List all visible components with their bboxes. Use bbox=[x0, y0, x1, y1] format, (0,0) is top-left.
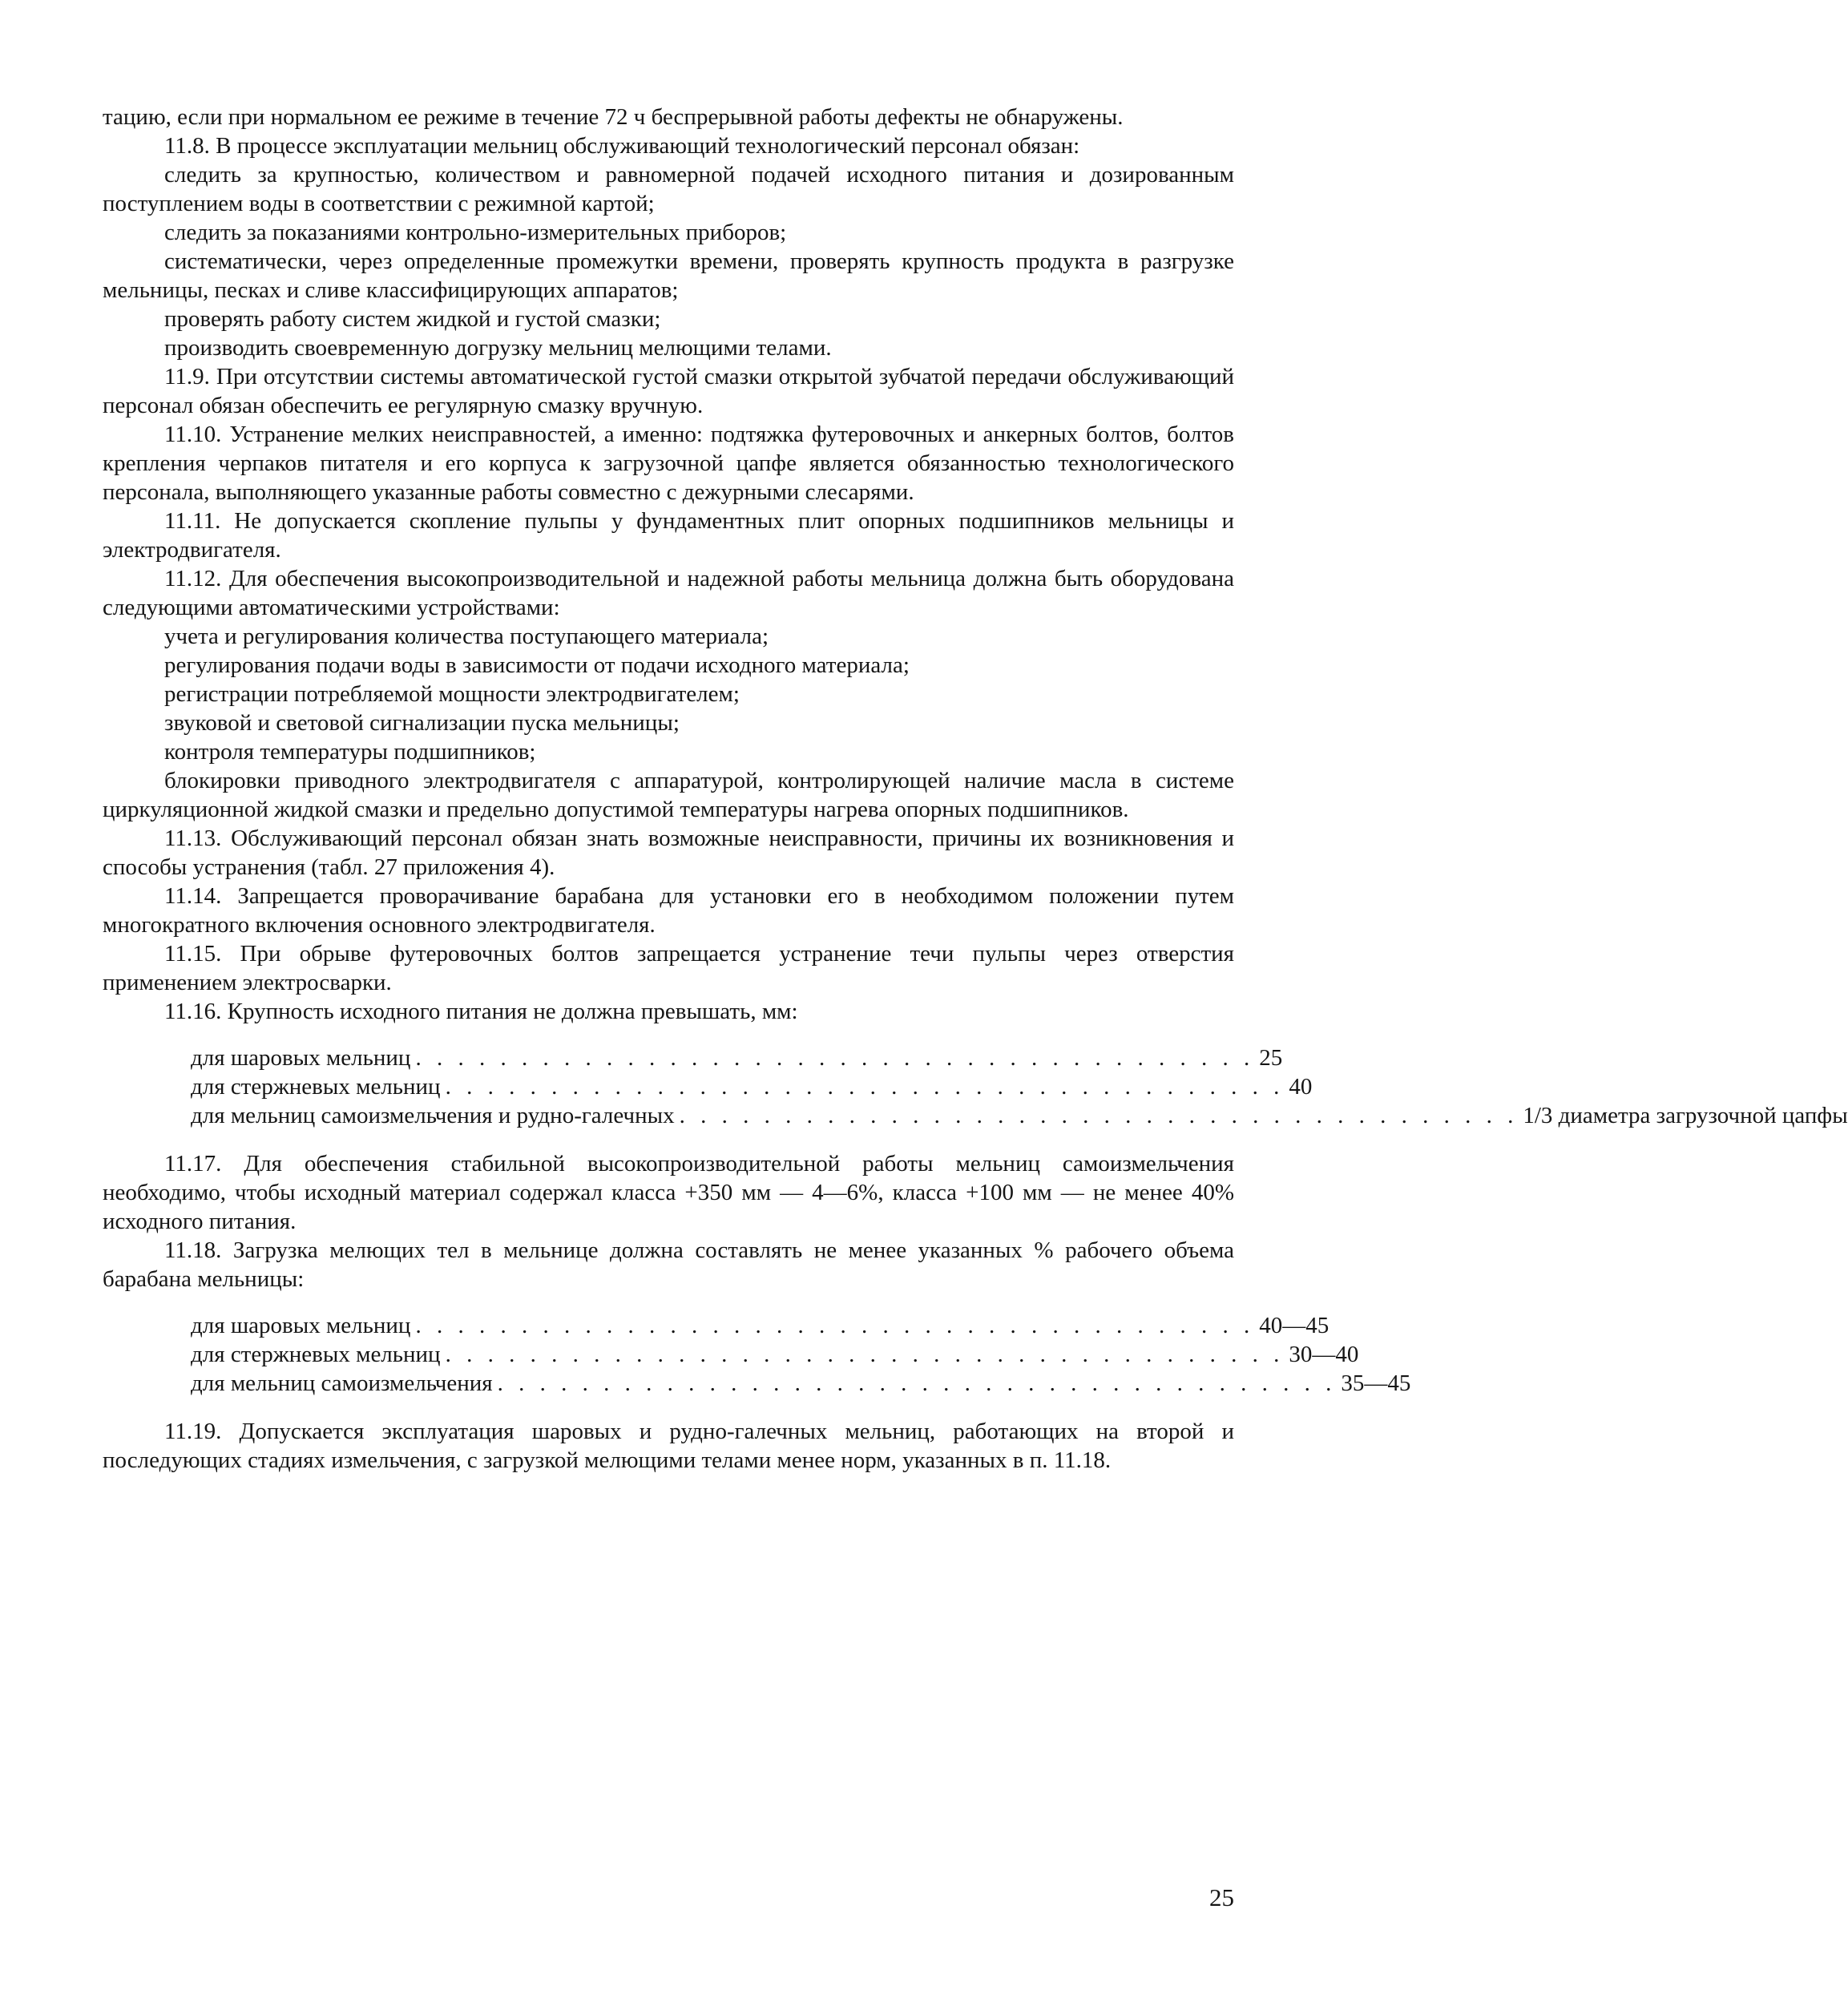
paragraph: следить за крупностью, количеством и равномерной подачей исходного питания и дозированным поступлением воды в соответствии с режимной картой; bbox=[103, 162, 1234, 216]
table-row bbox=[191, 1043, 1283, 1072]
paragraph: 11.16. Крупность исходного питания не должна превышать, мм: bbox=[164, 999, 798, 1024]
table-row bbox=[191, 1340, 1359, 1369]
row-value: 40—45 bbox=[1259, 1313, 1330, 1338]
paragraph: тацию, если при нормальном ее режиме в течение 72 ч беспрерывной работы дефекты не обнаружены. bbox=[103, 104, 1124, 130]
paragraph: 11.15. При обрыве футеровочных болтов запрещается устранение течи пульпы через отверстия применением электросварки. bbox=[103, 941, 1234, 995]
paragraph: регистрации потребляемой мощности электродвигателем; bbox=[164, 681, 740, 707]
paragraph: 11.8. В процессе эксплуатации мельниц обслуживающий технологический персонал обязан: bbox=[164, 133, 1080, 159]
row-label: для мельниц самоизмельчения и рудно-галечных bbox=[191, 1103, 675, 1128]
table-row bbox=[191, 1311, 1330, 1340]
row-value: 25 bbox=[1259, 1045, 1283, 1071]
row-value: 30—40 bbox=[1289, 1342, 1359, 1367]
page-body bbox=[103, 103, 1848, 1475]
paragraph: систематически, через определенные промежутки времени, проверять крупность продукта в разгрузке мельницы, песках и сливе классифицирующих аппаратов; bbox=[103, 248, 1234, 303]
paragraph: 11.14. Запрещается проворачивание барабана для установки его в необходимом положении путем многократного включения основного электродвигателя. bbox=[103, 883, 1234, 938]
row-label: для мельниц самоизмельчения bbox=[191, 1370, 493, 1396]
text-section-2 bbox=[103, 1149, 1234, 1294]
paragraph: 11.9. При отсутствии системы автоматической густой смазки открытой зубчатой передачи обслуживающий персонал обязан обеспечить ее регулярную смазку вручную. bbox=[103, 364, 1234, 418]
row-label: для шаровых мельниц bbox=[191, 1045, 411, 1071]
table-row bbox=[191, 1369, 1411, 1398]
row-label: для стержневых мельниц bbox=[191, 1074, 441, 1100]
table-grinding-load bbox=[191, 1311, 1411, 1398]
leader-dots: . . . . . . . . . . . . . . . . . . . . . . . . . . . . . . . . . . . . . . . . bbox=[497, 1370, 1337, 1396]
paragraph: 11.12. Для обеспечения высокопроизводительной и надежной работы мельница должна быть оборудована следующими автоматическими устройствами: bbox=[103, 566, 1234, 620]
row-value: 1/3 диаметра загрузочной цапфы bbox=[1523, 1103, 1848, 1128]
paragraph: звуковой и световой сигнализации пуска мельницы; bbox=[164, 710, 680, 736]
paragraph: контроля температуры подшипников; bbox=[164, 739, 536, 765]
paragraph: 11.19. Допускается эксплуатация шаровых и рудно-галечных мельниц, работающих на второй и последующих стадиях измельчения, с загрузкой мелющими телами менее норм, указанных в п. 11.18. bbox=[103, 1419, 1234, 1473]
row-label: для стержневых мельниц bbox=[191, 1342, 441, 1367]
text-section-3 bbox=[103, 1417, 1234, 1475]
row-value: 40 bbox=[1289, 1074, 1313, 1100]
paragraph: следить за показаниями контрольно-измерительных приборов; bbox=[164, 220, 787, 245]
table-row bbox=[191, 1072, 1313, 1101]
paragraph: 11.10. Устранение мелких неисправностей, а именно: подтяжка футеровочных и анкерных болтов, болтов крепления черпаков питателя и его корпуса к загрузочной цапфе является обязанностью технологического персонала, выполняющего указанные работы совместно с дежурными слесарями. bbox=[103, 422, 1234, 505]
paragraph: 11.17. Для обеспечения стабильной высокопроизводительной работы мельниц самоизмельчения необходимо, чтобы исходный материал содержал класса +350 мм — 4—6%, класса +100 мм — не менее 40% исходного питания. bbox=[103, 1151, 1234, 1234]
row-value: 35—45 bbox=[1341, 1370, 1411, 1396]
table-max-feed-size bbox=[191, 1043, 1848, 1130]
paragraph: 11.11. Не допускается скопление пульпы у фундаментных плит опорных подшипников мельницы и электродвигателя. bbox=[103, 508, 1234, 563]
leader-dots: . . . . . . . . . . . . . . . . . . . . . . . . . . . . . . . . . . . . . . . . bbox=[679, 1103, 1519, 1128]
paragraph: производить своевременную догрузку мельниц мелющими телами. bbox=[164, 335, 832, 361]
leader-dots: . . . . . . . . . . . . . . . . . . . . . . . . . . . . . . . . . . . . . . . . bbox=[415, 1313, 1255, 1338]
leader-dots: . . . . . . . . . . . . . . . . . . . . . . . . . . . . . . . . . . . . . . . . bbox=[445, 1342, 1285, 1367]
paragraph: регулирования подачи воды в зависимости от подачи исходного материала; bbox=[164, 652, 910, 678]
paragraph: проверять работу систем жидкой и густой смазки; bbox=[164, 306, 661, 332]
paragraph: 11.18. Загрузка мелющих тел в мельнице должна составлять не менее указанных % рабочего объема барабана мельницы: bbox=[103, 1237, 1234, 1292]
leader-dots: . . . . . . . . . . . . . . . . . . . . . . . . . . . . . . . . . . . . . . . . bbox=[445, 1074, 1285, 1100]
leader-dots: . . . . . . . . . . . . . . . . . . . . . . . . . . . . . . . . . . . . . . . . bbox=[415, 1045, 1255, 1071]
paragraph: учета и регулирования количества поступающего материала; bbox=[164, 624, 769, 649]
page-number: 25 bbox=[1209, 1883, 1234, 1911]
paragraph: 11.13. Обслуживающий персонал обязан знать возможные неисправности, причины их возникновения и способы устранения (табл. 27 приложения 4). bbox=[103, 825, 1234, 880]
row-label: для шаровых мельниц bbox=[191, 1313, 411, 1338]
text-section-1 bbox=[103, 103, 1234, 1026]
paragraph: блокировки приводного электродвигателя с аппаратурой, контролирующей наличие масла в системе циркуляционной жидкой смазки и предельно допустимой температуры нагрева опорных подшипников. bbox=[103, 768, 1234, 822]
table-row bbox=[191, 1101, 1848, 1130]
